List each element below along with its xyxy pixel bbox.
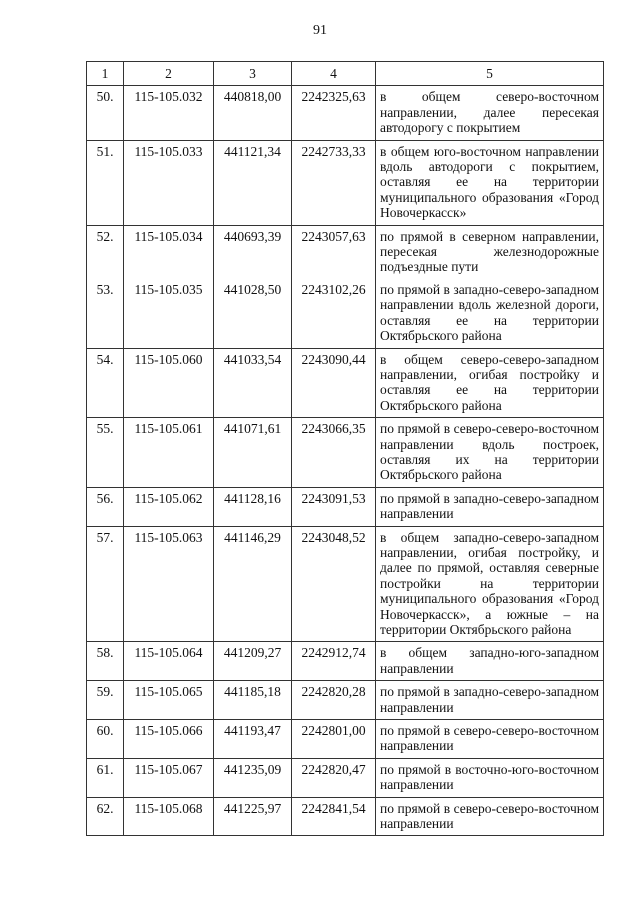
boundary-description: в общем западно-северо-западном направлении, огибая постройку, и далее по прямой, оставляя северные постройки на территории муниципального образования «Город Новочеркасск», а южные – на территории Октябрьского района xyxy=(376,526,604,642)
row-number: 52. xyxy=(87,225,124,279)
table-row xyxy=(87,279,604,348)
point-code: 115-105.063 xyxy=(124,526,214,642)
point-code: 115-105.035 xyxy=(124,279,214,348)
x-coordinate: 441146,29 xyxy=(214,526,292,642)
table-row xyxy=(87,487,604,526)
x-coordinate: 441033,54 xyxy=(214,348,292,418)
row-number: 56. xyxy=(87,487,124,526)
row-number: 50. xyxy=(87,86,124,140)
y-coordinate: 2243091,53 xyxy=(292,487,376,526)
y-coordinate: 2242912,74 xyxy=(292,642,376,681)
y-coordinate: 2243057,63 xyxy=(292,225,376,279)
column-header-number: 1 xyxy=(87,62,124,86)
row-number: 57. xyxy=(87,526,124,642)
boundary-description: по прямой в западно-северо-западном направлении вдоль железной дороги, оставляя ее на территории Октябрьского района xyxy=(376,279,604,348)
table-row xyxy=(87,348,604,418)
x-coordinate: 440693,39 xyxy=(214,225,292,279)
column-header-description: 5 xyxy=(376,62,604,86)
x-coordinate: 441185,18 xyxy=(214,681,292,720)
column-header-y: 4 xyxy=(292,62,376,86)
boundary-description: по прямой в северном направлении, пересекая железнодорожные подъездные пути xyxy=(376,225,604,279)
point-code: 115-105.062 xyxy=(124,487,214,526)
table-row xyxy=(87,797,604,836)
x-coordinate: 441121,34 xyxy=(214,140,292,225)
x-coordinate: 441128,16 xyxy=(214,487,292,526)
point-code: 115-105.066 xyxy=(124,720,214,759)
x-coordinate: 441071,61 xyxy=(214,418,292,488)
point-code: 115-105.060 xyxy=(124,348,214,418)
point-code: 115-105.033 xyxy=(124,140,214,225)
row-number: 54. xyxy=(87,348,124,418)
column-header-point-code: 2 xyxy=(124,62,214,86)
y-coordinate: 2243048,52 xyxy=(292,526,376,642)
y-coordinate: 2242733,33 xyxy=(292,140,376,225)
y-coordinate: 2242325,63 xyxy=(292,86,376,140)
table-row xyxy=(87,86,604,140)
boundary-description: по прямой в восточно-юго-восточном направлении xyxy=(376,758,604,797)
x-coordinate: 441235,09 xyxy=(214,758,292,797)
point-code: 115-105.064 xyxy=(124,642,214,681)
boundary-description: в общем западно-юго-западном направлении xyxy=(376,642,604,681)
table-header-row xyxy=(87,62,604,86)
x-coordinate: 440818,00 xyxy=(214,86,292,140)
x-coordinate: 441209,27 xyxy=(214,642,292,681)
boundary-description: по прямой в западно-северо-западном направлении xyxy=(376,487,604,526)
point-code: 115-105.068 xyxy=(124,797,214,836)
point-code: 115-105.065 xyxy=(124,681,214,720)
row-number: 58. xyxy=(87,642,124,681)
boundary-description: в общем северо-северо-западном направлении, огибая постройку и оставляя ее на территории Октябрьского района xyxy=(376,348,604,418)
boundary-description: по прямой в северо-северо-восточном направлении xyxy=(376,797,604,836)
boundary-description: по прямой в северо-северо-восточном направлении xyxy=(376,720,604,759)
table-row xyxy=(87,225,604,279)
point-code: 115-105.067 xyxy=(124,758,214,797)
y-coordinate: 2243102,26 xyxy=(292,279,376,348)
table-row xyxy=(87,526,604,642)
page-number: 91 xyxy=(313,23,327,38)
table-row xyxy=(87,681,604,720)
x-coordinate: 441225,97 xyxy=(214,797,292,836)
boundary-description: по прямой в западно-северо-западном направлении xyxy=(376,681,604,720)
table-row xyxy=(87,642,604,681)
row-number: 53. xyxy=(87,279,124,348)
y-coordinate: 2242820,28 xyxy=(292,681,376,720)
row-number: 60. xyxy=(87,720,124,759)
row-number: 61. xyxy=(87,758,124,797)
y-coordinate: 2243090,44 xyxy=(292,348,376,418)
x-coordinate: 441193,47 xyxy=(214,720,292,759)
row-number: 51. xyxy=(87,140,124,225)
column-header-x: 3 xyxy=(214,62,292,86)
x-coordinate: 441028,50 xyxy=(214,279,292,348)
y-coordinate: 2242801,00 xyxy=(292,720,376,759)
table-row xyxy=(87,720,604,759)
y-coordinate: 2242820,47 xyxy=(292,758,376,797)
row-number: 62. xyxy=(87,797,124,836)
table-row xyxy=(87,140,604,225)
table-row xyxy=(87,758,604,797)
y-coordinate: 2242841,54 xyxy=(292,797,376,836)
boundary-coordinates-table xyxy=(86,61,604,836)
table-row xyxy=(87,418,604,488)
row-number: 59. xyxy=(87,681,124,720)
y-coordinate: 2243066,35 xyxy=(292,418,376,488)
boundary-description: в общем северо-восточном направлении, далее пересекая автодорогу с покрытием xyxy=(376,86,604,140)
point-code: 115-105.061 xyxy=(124,418,214,488)
point-code: 115-105.034 xyxy=(124,225,214,279)
boundary-description: в общем юго-восточном направлении вдоль автодороги с покрытием, оставляя ее на территории муниципального образования «Город Новочеркасск» xyxy=(376,140,604,225)
boundary-description: по прямой в северо-северо-восточном направлении вдоль построек, оставляя их на территории Октябрьского района xyxy=(376,418,604,488)
row-number: 55. xyxy=(87,418,124,488)
point-code: 115-105.032 xyxy=(124,86,214,140)
